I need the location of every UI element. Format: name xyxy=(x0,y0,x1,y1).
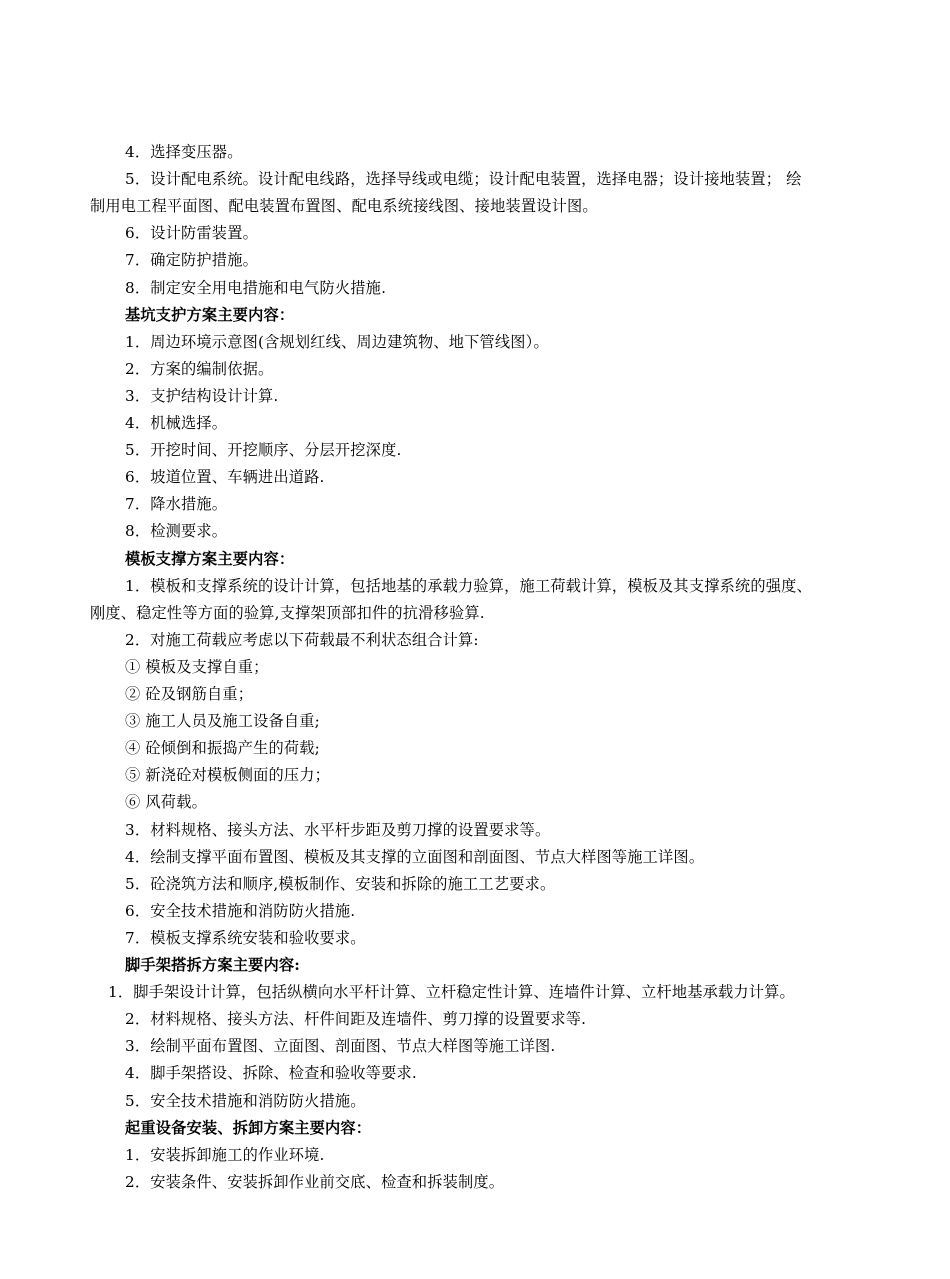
text-line: ③ 施工人员及施工设备自重; xyxy=(125,712,320,731)
section-heading: 起重设备安装、拆卸方案主要内容： xyxy=(125,1118,372,1137)
text-line: 制用电工程平面图、配电装置布置图、配电系统接线图、接地装置设计图。 xyxy=(90,197,598,216)
text-line: 7．模板支撑系统安装和验收要求。 xyxy=(125,928,366,947)
text-line: 5．砼浇筑方法和顺序,模板制作、安装和拆除的施工工艺要求。 xyxy=(125,874,556,893)
text-line: 4．选择变压器。 xyxy=(125,143,243,161)
text-line: 1．周边环境示意图(含规划红线、周边建筑物、地下管线图）。 xyxy=(125,332,549,351)
text-line: ① 模板及支撑自重； xyxy=(125,657,269,676)
text-line: 6．安全技术措施和消防防火措施. xyxy=(125,901,356,920)
text-line: 2．材料规格、接头方法、杆件间距及连墙件、剪刀撑的设置要求等. xyxy=(125,1010,587,1029)
text-line: 3．材料规格、接头方法、水平杆步距及剪刀撑的设置要求等。 xyxy=(125,820,551,839)
text-line: 6．设计防雷装置。 xyxy=(125,224,258,243)
section-heading: 模板支撑方案主要内容： xyxy=(125,549,295,568)
text-line: 3．支护结构设计计算. xyxy=(125,386,279,405)
text-line: ⑤ 新浇砼对模板侧面的压力； xyxy=(125,766,331,785)
text-line: 4．绘制支撑平面布置图、模板及其支撑的立面图和剖面图、节点大样图等施工详图。 xyxy=(125,847,705,866)
text-line: ④ 砼倾倒和振捣产生的荷载; xyxy=(125,739,320,758)
text-line: 2．对施工荷载应考虑以下荷载最不利状态组合计算: xyxy=(125,630,479,649)
text-line: 3．绘制平面布置图、立面图、剖面图、节点大样图等施工详图. xyxy=(125,1037,556,1056)
text-line: 7．降水措施。 xyxy=(125,495,228,514)
text-line: 4．机械选择。 xyxy=(125,414,228,432)
text-line: ② 砼及钢筋自重； xyxy=(125,685,254,703)
text-line: 2．方案的编制依据。 xyxy=(125,359,274,378)
text-line: 5．安全技术措施和消防防火措施。 xyxy=(125,1091,366,1110)
text-line: 刚度、稳定性等方面的验算,支撑架顶部扣件的抗滑移验算. xyxy=(90,603,485,622)
text-line: 1．模板和支撑系统的设计计算，包括地基的承载力验算，施工荷载计算，模板及其支撑系统的强度、 xyxy=(125,576,812,595)
section-heading: 脚手架搭拆方案主要内容: xyxy=(125,956,301,974)
text-line: 1．安装拆卸施工的作业环境. xyxy=(125,1145,325,1164)
text-line: 8．制定安全用电措施和电气防火措施. xyxy=(125,278,387,297)
text-line: ⑥ 风荷载。 xyxy=(125,793,207,812)
section-heading: 基坑支护方案主要内容： xyxy=(125,305,295,324)
text-line: 4．脚手架搭设、拆除、检查和验收等要求. xyxy=(125,1064,417,1083)
text-line: 8．检测要求。 xyxy=(125,522,228,541)
text-line: 2．安装条件、安装拆卸作业前交底、检查和拆装制度。 xyxy=(125,1172,505,1191)
text-line: 6．坡道位置、车辆进出道路. xyxy=(125,468,325,487)
text-line: 1．脚手架设计计算，包括纵横向水平杆计算、立杆稳定性计算、连墙件计算、立杆地基承载力计算。 xyxy=(108,983,795,1002)
text-line: 5．设计配电系统。设计配电线路，选择导线或电缆；设计配电装置，选择电器；设计接地装置； 绘 xyxy=(125,170,802,189)
text-line: 7．确定防护措施。 xyxy=(125,251,258,270)
text-line: 5．开挖时间、开挖顺序、分层开挖深度. xyxy=(125,441,402,460)
